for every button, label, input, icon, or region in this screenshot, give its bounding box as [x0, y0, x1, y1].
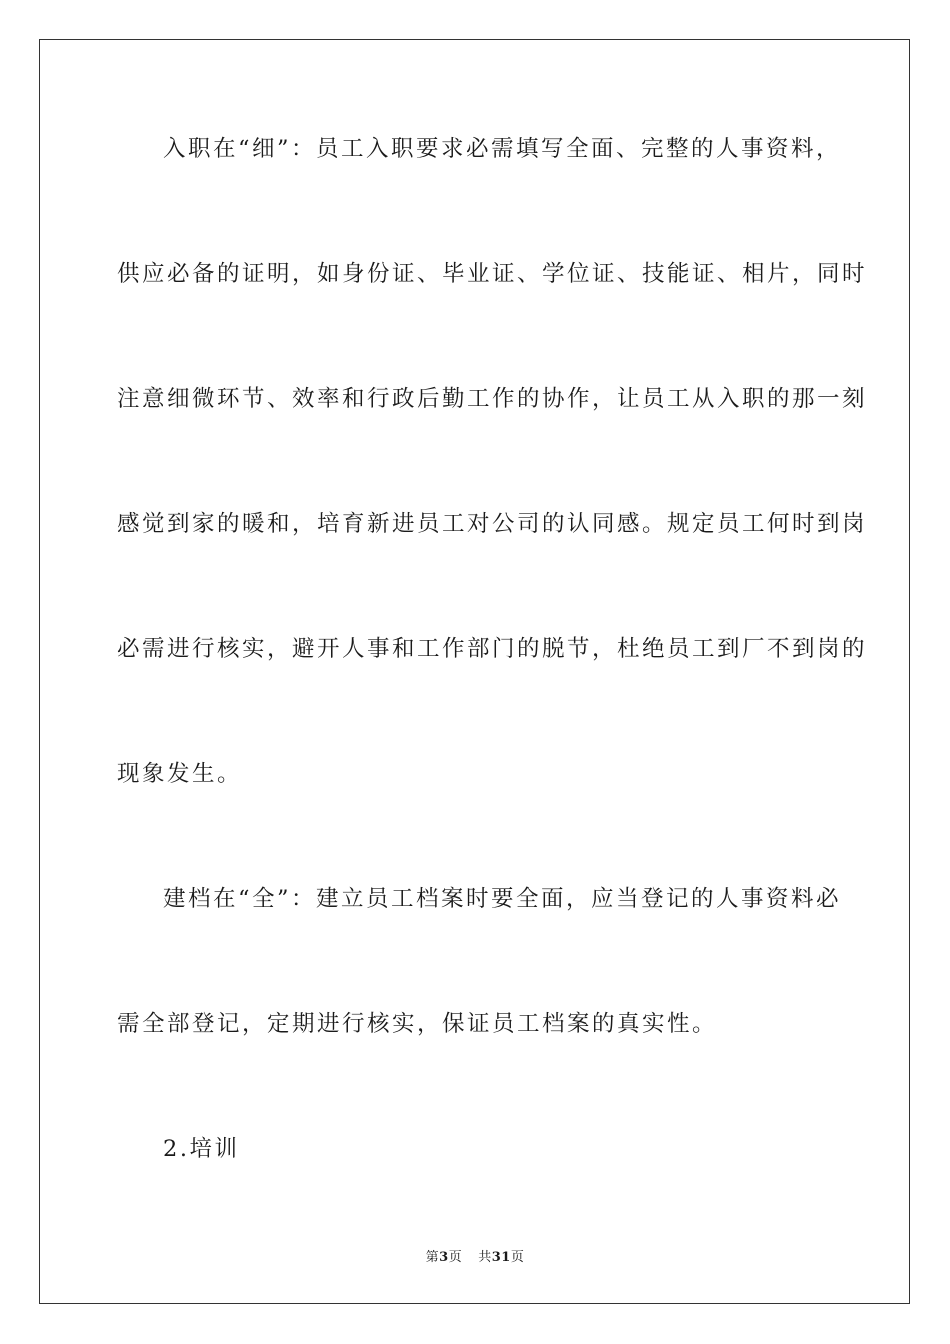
- footer-page-suffix: 页: [448, 1250, 463, 1265]
- paragraph-1-line-6: 现象发生。: [117, 761, 243, 787]
- page-border: [39, 39, 910, 1304]
- page-footer: [0, 1246, 950, 1265]
- paragraph-1-line-2: 供应必备的证明，如身份证、毕业证、学位证、技能证、相片，同时: [117, 261, 868, 287]
- footer-total-suffix: 页: [510, 1250, 525, 1265]
- footer-page-number: 3: [439, 1250, 449, 1265]
- paragraph-2-line-1: 建档在“全”：建立员工档案时要全面，应当登记的人事资料必: [163, 886, 842, 912]
- footer-page-prefix: 第: [425, 1250, 440, 1265]
- paragraph-1-line-4: 感觉到家的暖和，培育新进员工对公司的认同感。规定员工何时到岗: [117, 511, 868, 537]
- paragraph-1-line-5: 必需进行核实，避开人事和工作部门的脱节，杜绝员工到厂不到岗的: [117, 636, 868, 662]
- footer-total-pages: 31: [491, 1250, 511, 1265]
- paragraph-1-line-3: 注意细微环节、效率和行政后勤工作的协作，让员工从入职的那一刻: [117, 386, 868, 412]
- paragraph-2-line-2: 需全部登记，定期进行核实，保证员工档案的真实性。: [117, 1011, 718, 1037]
- paragraph-1-line-1: 入职在“细”：员工入职要求必需填写全面、完整的人事资料，: [163, 136, 842, 162]
- section-heading: 2.培训: [163, 1136, 240, 1162]
- footer-total-prefix: 共: [478, 1250, 492, 1265]
